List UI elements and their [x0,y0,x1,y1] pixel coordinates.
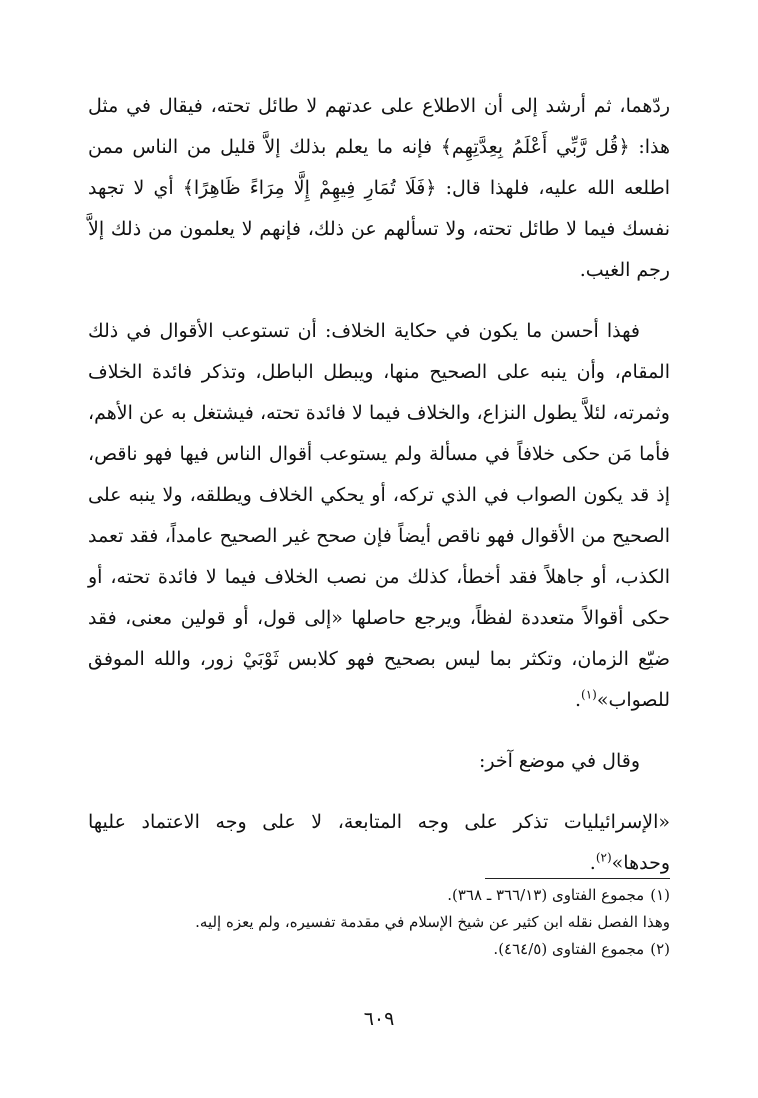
paragraph-4-text: «الإسرائيليات تذكر على وجه المتابعة، لا على وجه الاعتماد عليها وحدها» [88,811,670,874]
footnote-ref-1[interactable]: (١) [581,687,597,702]
footnote-1-continuation [88,909,670,936]
footnote-1-number: (١) [650,886,670,904]
footnote-2 [88,936,670,963]
paragraph-2-text: فهذا أحسن ما يكون في حكاية الخلاف: أن تستوعب الأقوال في ذلك المقام، وأن ينبه على الصحيح منها، ويبطل الباطل، وتذكر فائدة الخلاف وثمرته، لئلاَّ يطول النزاع، والخلاف فيما لا فائدة تحته، فيشتغل به عن الأهم، فأما مَن حكى خلافاً في مسألة ولم يستوعب أقوال الناس فيها فهو ناقص، إذ قد يكون الصواب في الذي تركه، أو يحكي الخلاف ويطلقه، ولا ينبه على الصحيح من الأقوال فهو ناقص أيضاً فإن صحح غير الصحيح عامداً، فقد تعمد الكذب، أو جاهلاً فقد أخطأ، كذلك من نصب الخلاف فيما لا فائدة تحته، أو حكى أقوالاً متعددة لفظاً، ويرجع حاصلها «إلى قول، أو قولين معنى، فقد ضيّع الزمان، وتكثر بما ليس بصحيح فهو كلابس ثَوْبَيْ زور، والله الموفق للصواب» [88,320,670,711]
paragraph-3 [88,741,670,782]
paragraph-4 [88,802,670,884]
footnote-ref-2[interactable]: (٢) [595,850,612,865]
footnote-2-number: (٢) [650,940,670,958]
paragraph-3-text: وقال في موضع آخر: [478,750,640,772]
footnote-1-continuation-text: وهذا الفصل نقله ابن كثير عن شيخ الإسلام في مقدمة تفسيره، ولم يعزه إليه. [195,913,670,931]
paragraph-2 [88,311,670,721]
paragraph-4-tail: . [589,852,596,874]
paragraph-1-text: ردّهما، ثم أرشد إلى أن الاطلاع على عدتهم لا طائل تحته، فيقال في مثل هذا: ﴿قُل رَّبِّي أَعْلَمُ بِعِدَّتِهِم﴾ فإنه ما يعلم بذلك إلاَّ قليل من الناس ممن اطلعه الله عليه، فلهذا قال: ﴿فَلَا تُمَارِ فِيهِمْ إِلَّا مِرَاءً ظَاهِرًا﴾ أي لا تجهد نفسك فيما لا طائل تحته، ولا تسألهم عن ذلك، فإنهم لا يعلمون من ذلك إلاَّ رجم الغيب. [88,95,670,281]
footnote-2-text: مجموع الفتاوى (٤٦٤/٥). [493,940,645,958]
footnotes [88,882,670,963]
footnote-1 [88,882,670,909]
paragraph-1 [88,86,670,291]
footnote-separator [485,878,670,879]
footnote-1-text: مجموع الفتاوى (٣٦٦/١٣ ـ ٣٦٨). [447,886,645,904]
paragraph-2-tail: . [574,689,581,711]
page-number: ٦٠٩ [363,1008,395,1030]
main-text [88,86,670,884]
